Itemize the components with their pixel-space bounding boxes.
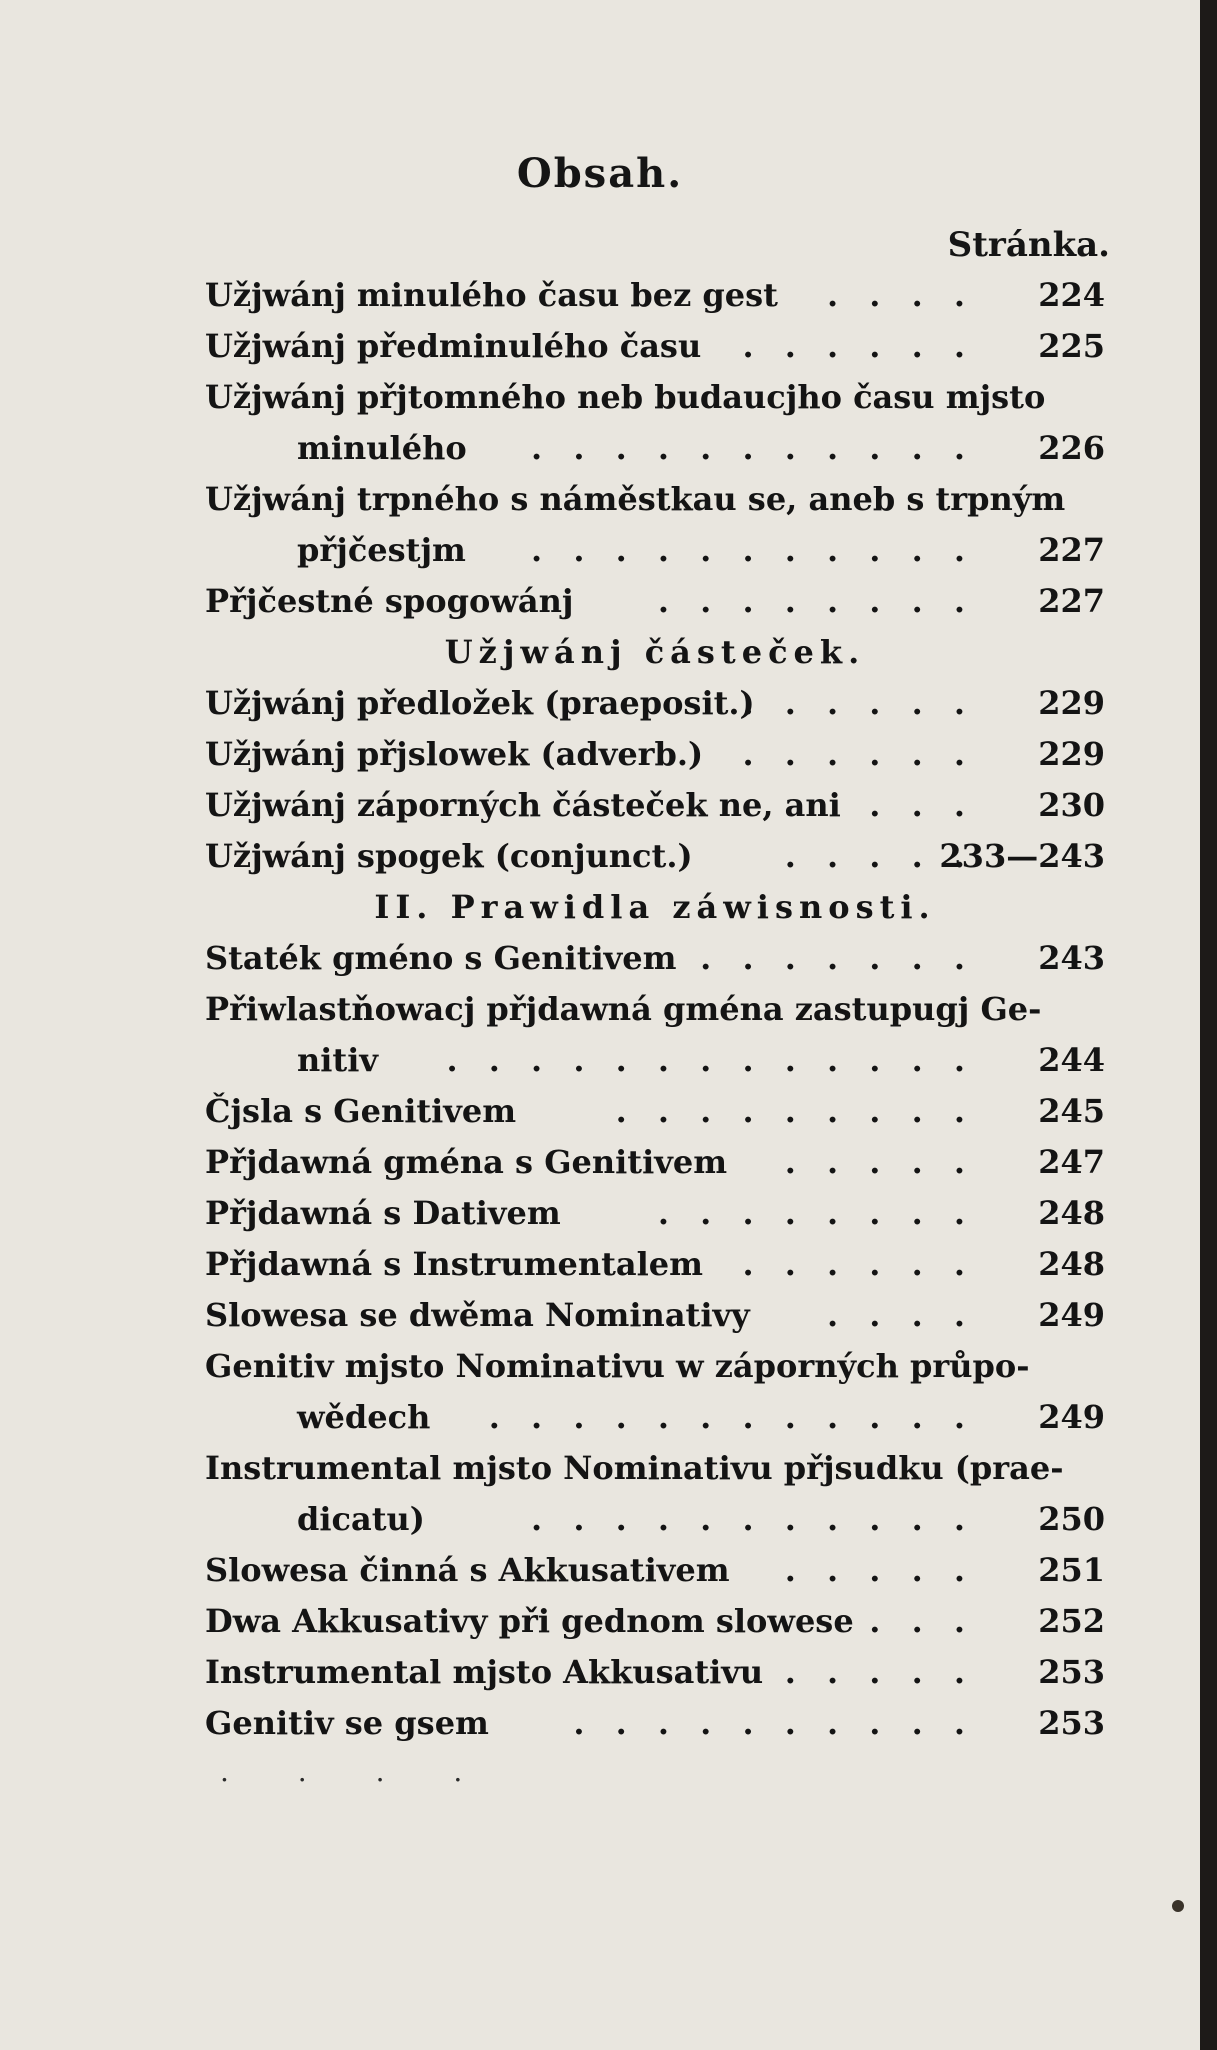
toc-entry-page: 225 xyxy=(1038,327,1105,365)
toc-entry: . . . . . . Užjwánj předložek (praeposit.) 229 xyxy=(205,678,1105,729)
toc-entry xyxy=(205,474,1105,525)
toc-entry-page: 249 xyxy=(1038,1398,1105,1436)
toc-entry-text: Genitiv mjsto Nominativu w záporných průpo- xyxy=(205,1347,1030,1385)
toc-entry-page: 251 xyxy=(1038,1551,1105,1589)
toc-entry-text: Přjčestné spogowánj xyxy=(205,582,574,620)
toc-entry: . . . . . Přjdawná gména s Genitivem 247 xyxy=(205,1137,1105,1188)
toc-entry: . . . . . . Užjwánj předminulého času 225 xyxy=(205,321,1105,372)
toc-entry-text: Instrumental mjsto Nominativu přjsudku (prae- xyxy=(205,1449,1064,1487)
toc-entry: . . . . . Užjwánj spogek (conjunct.) 233—243 xyxy=(205,831,1105,882)
section-heading: Užjwánj částeček. xyxy=(444,633,866,671)
toc-entry xyxy=(205,1341,1105,1392)
toc-entry: . . . . . . . . . . Genitiv se gsem 253 xyxy=(205,1698,1105,1749)
toc-entry: . . . . . . . . . . . . . nitiv 244 xyxy=(205,1035,1105,1086)
toc-entry: . . . Užjwánj záporných částeček ne, ani 230 xyxy=(205,780,1105,831)
toc-entry: . . . . Slowesa se dwěma Nominativy 249 xyxy=(205,1290,1105,1341)
toc-entry-page: 227 xyxy=(1038,582,1105,620)
section-heading: II. Prawidla záwisnosti. xyxy=(374,888,936,926)
toc-entry-page: 244 xyxy=(1038,1041,1105,1079)
toc-entry-page: 248 xyxy=(1038,1245,1105,1283)
toc-entry xyxy=(205,984,1105,1035)
toc-entry-page: 229 xyxy=(1038,684,1105,722)
toc-entry-page: 253 xyxy=(1038,1653,1105,1691)
toc-entry-text: Přjdawná s Instrumentalem xyxy=(205,1245,703,1283)
toc-entry-page: 230 xyxy=(1038,786,1105,824)
toc-entry-text: Čjsla s Genitivem xyxy=(205,1092,517,1130)
toc-entry-text: Užjwánj přjtomného neb budaucjho času mjsto xyxy=(205,378,1046,416)
toc-entry: . . . . . . . . Přjčestné spogowánj 227 xyxy=(205,576,1105,627)
toc-entry-page: 227 xyxy=(1038,531,1105,569)
toc-entry-text: nitiv xyxy=(297,1041,378,1079)
page-title: Obsah. xyxy=(516,150,684,197)
toc-entry-page: 229 xyxy=(1038,735,1105,773)
book-spine-shadow xyxy=(1200,0,1217,2050)
toc-entry: . . . . . . . . . . . přjčestjm 227 xyxy=(205,525,1105,576)
toc-entry xyxy=(205,372,1105,423)
toc-entry-text: Přjdawná s Dativem xyxy=(205,1194,561,1232)
toc-entry: . . . . . . . . . . . dicatu) 250 xyxy=(205,1494,1105,1545)
bottom-dots-decoration: . . . . xyxy=(220,1755,493,1788)
toc-entry-text: Genitiv se gsem xyxy=(205,1704,489,1742)
toc-entry: . . . . . . . . . Čjsla s Genitivem 245 xyxy=(205,1086,1105,1137)
toc-entry-page: 233—243 xyxy=(939,837,1105,875)
toc-entry: . . . Dwa Akkusativy při gednom slowese 252 xyxy=(205,1596,1105,1647)
toc-entry-text: wědech xyxy=(297,1398,431,1436)
toc-entry: . . . . . Slowesa činná s Akkusativem 251 xyxy=(205,1545,1105,1596)
toc-entry-text: Užjwánj předložek (praeposit.) xyxy=(205,684,755,722)
toc-entry-text: Užjwánj záporných částeček ne, ani xyxy=(205,786,841,824)
toc-entry: . . . . . . . . Přjdawná s Dativem 248 xyxy=(205,1188,1105,1239)
toc-entry-page: 250 xyxy=(1038,1500,1105,1538)
toc-entry-page: 252 xyxy=(1038,1602,1105,1640)
toc-entry-text: Užjwánj předminulého času xyxy=(205,327,702,365)
toc-entry: . . . . . . Užjwánj přjslowek (adverb.) 229 xyxy=(205,729,1105,780)
toc-entry: . . . . . . . . . . . minulého 226 xyxy=(205,423,1105,474)
toc-entry-text: Instrumental mjsto Akkusativu xyxy=(205,1653,764,1691)
toc-entry-text: Slowesa činná s Akkusativem xyxy=(205,1551,730,1589)
toc-entry-page: 226 xyxy=(1038,429,1105,467)
toc-entry xyxy=(205,1443,1105,1494)
toc-entry-page: 245 xyxy=(1038,1092,1105,1130)
toc-list xyxy=(205,270,1105,1749)
toc-entry-page: 243 xyxy=(1038,939,1105,977)
toc-entry-text: Užjwánj minulého času bez gest xyxy=(205,276,778,314)
toc-entry: . . . . . Instrumental mjsto Akkusativu 253 xyxy=(205,1647,1105,1698)
toc-entry-page: 253 xyxy=(1038,1704,1105,1742)
toc-entry-text: minulého xyxy=(297,429,467,467)
toc-entry-text: Přiwlastňowacj přjdawná gména zastupugj Ge- xyxy=(205,990,1042,1028)
toc-entry-page: 247 xyxy=(1038,1143,1105,1181)
toc-entry-text: Užjwánj přjslowek (adverb.) xyxy=(205,735,704,773)
toc-entry-text: přjčestjm xyxy=(297,531,466,569)
toc-entry-page: 224 xyxy=(1038,276,1105,314)
toc-entry-text: Slowesa se dwěma Nominativy xyxy=(205,1296,750,1334)
page-column-header: Stránka. xyxy=(947,225,1110,265)
toc-entry-text: dicatu) xyxy=(297,1500,425,1538)
toc-entry-text: Přjdawná gména s Genitivem xyxy=(205,1143,728,1181)
toc-entry-text: Užjwánj trpného s náměstkau se, aneb s trpným xyxy=(205,480,1066,518)
toc-entry: . . . . Užjwánj minulého času bez gest 224 xyxy=(205,270,1105,321)
toc-entry: . . . . . . Přjdawná s Instrumentalem 248 xyxy=(205,1239,1105,1290)
toc-entry-page: 248 xyxy=(1038,1194,1105,1232)
toc-entry-page: 249 xyxy=(1038,1296,1105,1334)
toc-entry-text: Dwa Akkusativy při gednom slowese xyxy=(205,1602,854,1640)
ink-blot xyxy=(1172,1900,1184,1912)
toc-entry-text: Staték gméno s Genitivem xyxy=(205,939,677,977)
toc-entry: . . . . . . . . . . . . wědech 249 xyxy=(205,1392,1105,1443)
toc-entry-text: Užjwánj spogek (conjunct.) xyxy=(205,837,693,875)
toc-entry: . . . . . . . Staték gméno s Genitivem 243 xyxy=(205,933,1105,984)
